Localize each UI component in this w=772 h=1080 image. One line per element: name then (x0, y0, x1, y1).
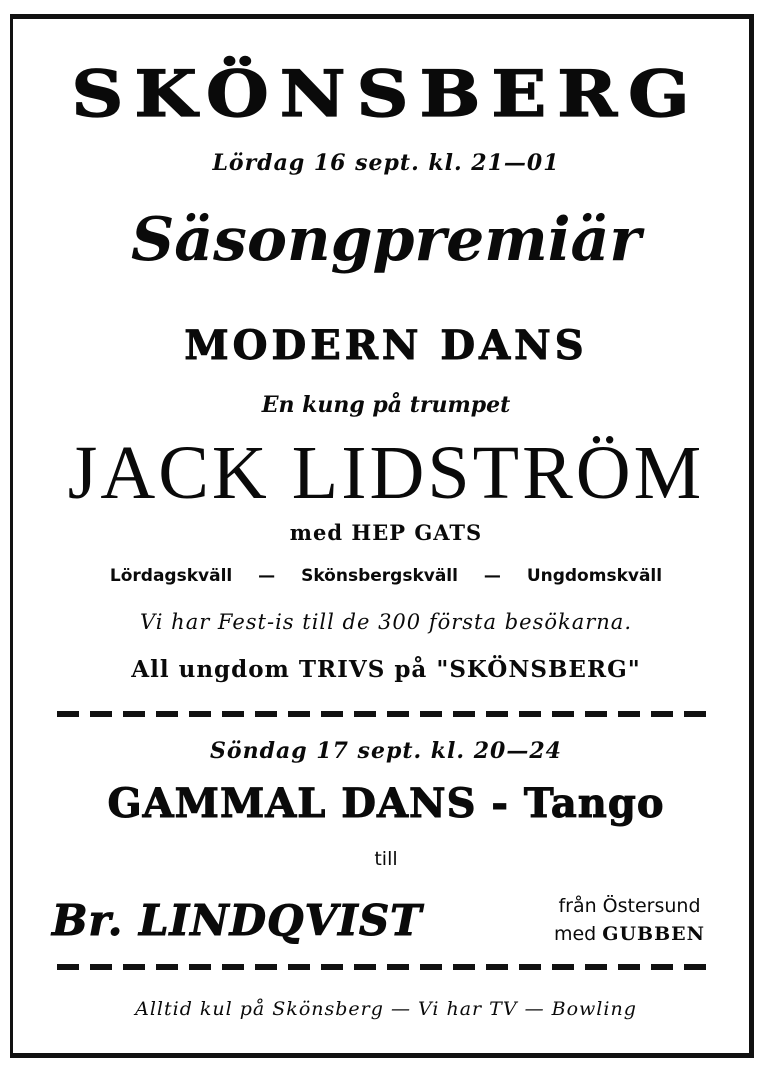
till-text: till (374, 848, 398, 870)
modern-dance-heading: MODERN DANS (184, 322, 588, 369)
evening-item: Lördagskväll (109, 566, 233, 586)
season-premiere-headline: Säsongpremiär (130, 205, 642, 275)
evening-separator: — (483, 566, 501, 586)
guest-name: GUBBEN (602, 923, 706, 945)
dashed-divider (57, 964, 717, 970)
sunday-band-name: Br. LINDQVIST (52, 896, 423, 945)
artist-tagline: En kung på trumpet (261, 392, 511, 418)
artist-name: JACK LIDSTRÖM (67, 431, 705, 515)
dashed-divider (57, 711, 717, 717)
old-dance-heading: GAMMAL DANS - Tango (107, 780, 665, 827)
evening-item: Skönsbergskväll (301, 566, 458, 586)
band-origin-block (527, 892, 732, 948)
footer-text: Alltid kul på Skönsberg — Vi har TV — Bowling (135, 998, 637, 1020)
guest-prefix: med (553, 923, 597, 945)
evening-list (0, 566, 772, 586)
band-name: HEP GATS (351, 520, 483, 545)
band-origin: från Östersund (558, 895, 701, 917)
free-ice-cream-offer: Vi har Fest-is till de 300 första besökarna. (139, 610, 632, 634)
sunday-date: Söndag 17 sept. kl. 20—24 (210, 738, 562, 764)
saturday-date: Lördag 16 sept. kl. 21—01 (212, 150, 560, 176)
band-prefix: med (289, 520, 344, 545)
band-line (0, 520, 772, 545)
venue-title: SKÖNSBERG (71, 56, 701, 131)
evening-separator: — (258, 566, 276, 586)
evening-item: Ungdomskväll (526, 566, 663, 586)
band-guest-line (527, 920, 732, 948)
youth-slogan: All ungdom TRIVS på "SKÖNSBERG" (131, 656, 641, 683)
